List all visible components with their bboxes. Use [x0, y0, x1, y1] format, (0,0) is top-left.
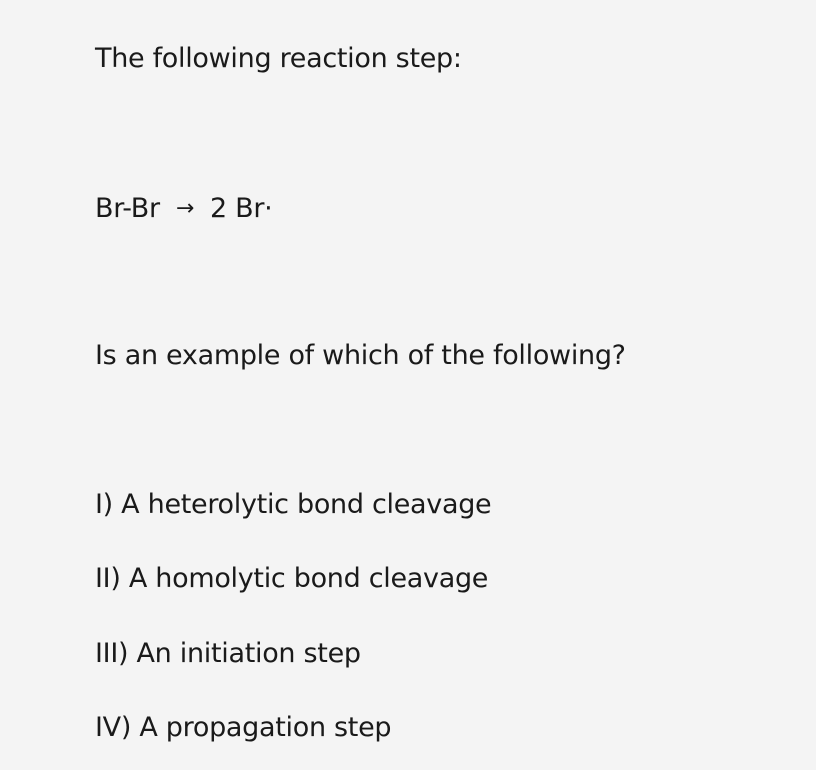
option-3: III) An initiation step	[95, 638, 361, 669]
reaction-equation	[95, 192, 272, 226]
reaction-arrow-icon: →	[175, 196, 194, 221]
option-1: I) A heterolytic bond cleavage	[95, 489, 492, 520]
question-prompt: Is an example of which of the following?	[95, 340, 626, 371]
product: 2 Br·	[209, 193, 273, 224]
option-4: IV) A propagation step	[95, 712, 392, 743]
option-2: II) A homolytic bond cleavage	[95, 563, 489, 594]
reactant: Br-Br	[95, 193, 160, 224]
question-intro: The following reaction step:	[95, 43, 462, 74]
